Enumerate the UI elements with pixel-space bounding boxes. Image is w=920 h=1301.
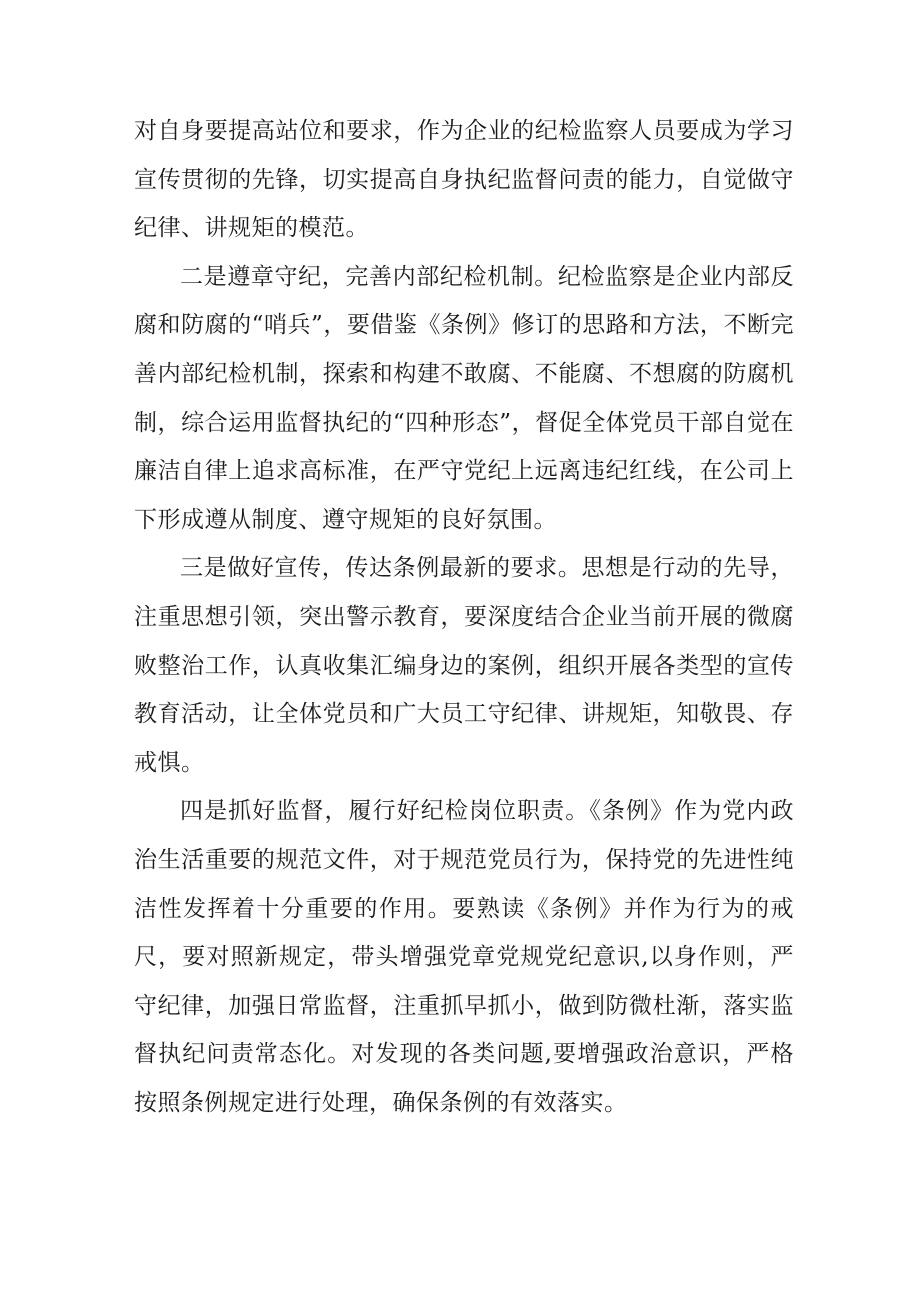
paragraph-supervision: 四是抓好监督，履行好纪检岗位职责。《条例》作为党内政治生活重要的规范文件，对于规范党员行为，保持党的先进性纯洁性发挥着十分重要的作用。要熟读《条例》并作为行为的戒尺，要对照新规定，带头增强党章党规党纪意识,以身作则，严守纪律，加强日常监督，注重抓早抓小，做到防微杜渐，落实监督执纪问责常态化。对发现的各类问题,要增强政治意识，严格按照条例规定进行处理，确保条例的有效落实。 [134,798,794,1116]
paragraph-publicity: 三是做好宣传，传达条例最新的要求。思想是行动的先导，注重思想引领，突出警示教育，要深度结合企业当前开展的微腐败整治工作，认真收集汇编身边的案例，组织开展各类型的宣传教育活动，让全体党员和广大员工守纪律、讲规矩，知敬畏、存戒惧。 [134,555,794,776]
paragraph-continuation: 对自身要提高站位和要求，作为企业的纪检监察人员要成为学习宣传贯彻的先锋，切实提高自身执纪监督问责的能力，自觉做守纪律、讲规矩的模范。 [134,118,794,242]
paragraph-discipline-mechanism: 二是遵章守纪，完善内部纪检机制。纪检监察是企业内部反腐和防腐的“哨兵”，要借鉴《条例》修订的思路和方法，不断完善内部纪检机制，探索和构建不敢腐、不能腐、不想腐的防腐机制，综合运用监督执纪的“四种形态”，督促全体党员干部自觉在廉洁自律上追求高标准，在严守党纪上远离违纪红线，在公司上下形成遵从制度、遵守规矩的良好氛围。 [134,263,794,533]
document-body [134,107,794,1127]
